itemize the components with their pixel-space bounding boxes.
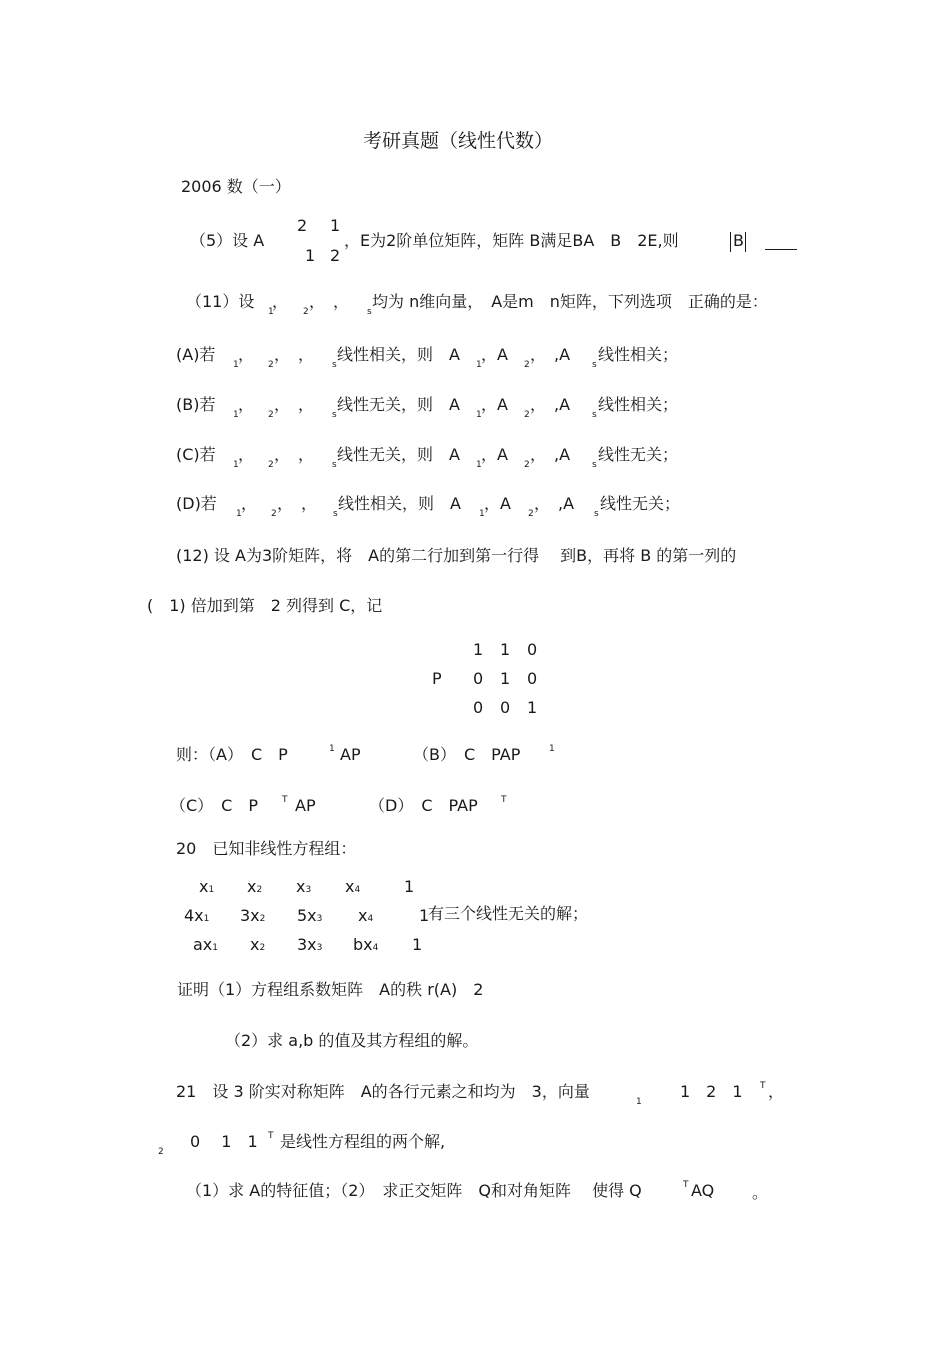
q12-line1: (12) 设 A为3阶矩阵，将 A的第二行加到第一行得 到B，再将 B 的第一列的 <box>176 546 737 565</box>
eq-var: x3 <box>296 877 312 896</box>
q21-end1: ， <box>768 1082 785 1101</box>
option-mid: 线性无关，则 A <box>337 395 460 414</box>
option-sub: s <box>333 509 338 519</box>
option-sub: 2 <box>524 360 530 370</box>
q11-sub1: 1 <box>268 307 274 317</box>
option-sep: ， ,A <box>534 494 575 513</box>
q5-det-bar-left <box>730 232 731 252</box>
q12-answer-c-end: AP <box>295 796 316 815</box>
option-label: (A)若 <box>176 345 216 364</box>
option-sep: ， <box>238 345 255 364</box>
option-sep: ，A <box>484 494 511 513</box>
option-sep: ，A <box>481 345 508 364</box>
q21-sup2: T <box>268 1131 274 1141</box>
q5-matrix-21: 1 <box>305 246 316 265</box>
q20-proof-2: （2）求 a,b 的值及其方程组的解。 <box>225 1031 479 1050</box>
option-sub: 2 <box>524 410 530 420</box>
option-sep: ， ,A <box>530 445 571 464</box>
q20-condition: 有三个线性无关的解； <box>428 904 589 923</box>
q12-answer-b-sup: 1 <box>549 744 555 754</box>
section-heading: 2006 数（一） <box>181 177 291 196</box>
eq-var: x2 <box>247 877 263 896</box>
q21-line2: 是线性方程组的两个解, <box>280 1132 446 1151</box>
option-sep: ， ， <box>274 395 315 414</box>
option-sub: 1 <box>236 509 242 519</box>
eq-var: x1 <box>199 877 215 896</box>
eq-rhs: 1 <box>419 906 430 925</box>
q12-answer-d: （D） C PAP <box>369 796 478 815</box>
option-label: (D)若 <box>176 494 217 513</box>
option-end: 线性无关； <box>598 445 679 464</box>
option-mid: 线性相关，则 A <box>338 494 461 513</box>
option-sep: ， ， <box>277 494 318 513</box>
eq-var: x4 <box>358 906 374 925</box>
eq-var: 4x1 <box>184 906 210 925</box>
q21-line3-end: AQ <box>691 1181 715 1200</box>
eq-var: x4 <box>345 877 361 896</box>
q5-lead: （5）设 A <box>190 231 265 250</box>
q11-subs: s <box>367 307 372 317</box>
option-label: (C)若 <box>176 445 216 464</box>
q12-matrix-label: P <box>432 669 442 688</box>
option-end: 线性相关； <box>598 345 679 364</box>
option-sub: s <box>332 410 337 420</box>
eq-var: 5x3 <box>297 906 323 925</box>
q21-period: 。 <box>752 1183 769 1202</box>
eq-rhs: 1 <box>404 877 415 896</box>
option-sep: ， ,A <box>530 345 571 364</box>
q21-line1: 21 设 3 阶实对称矩阵 A的各行元素之和均为 3，向量 <box>176 1082 590 1101</box>
option-sep: ， ,A <box>530 395 571 414</box>
option-sub: s <box>592 360 597 370</box>
option-mid: 线性无关，则 A <box>337 445 460 464</box>
q12-answer-c-sup: T <box>282 795 288 805</box>
matrix-cell: 1 <box>527 698 538 717</box>
matrix-cell: 0 <box>473 698 484 717</box>
option-sub: s <box>332 460 337 470</box>
option-sub: 1 <box>479 509 485 519</box>
option-sub: 2 <box>268 360 274 370</box>
option-sep: ， <box>238 445 255 464</box>
matrix-cell: 0 <box>527 640 538 659</box>
q11-text: 均为 n维向量， A是m n矩阵，下列选项 正确的是： <box>372 292 768 311</box>
option-sep: ，A <box>481 395 508 414</box>
option-mid: 线性相关，则 A <box>337 345 460 364</box>
option-sub: 2 <box>528 509 534 519</box>
q5-matrix-22: 2 <box>330 246 341 265</box>
matrix-cell: 0 <box>473 669 484 688</box>
q21-sub1: 1 <box>636 1097 642 1107</box>
option-sep: ， ， <box>274 445 315 464</box>
option-sub: 1 <box>476 410 482 420</box>
option-sub: 2 <box>268 410 274 420</box>
option-sub: 2 <box>271 509 277 519</box>
eq-var: x2 <box>250 935 266 954</box>
option-sub: s <box>594 509 599 519</box>
option-sub: 1 <box>233 460 239 470</box>
matrix-cell: 1 <box>500 669 511 688</box>
option-label: (B)若 <box>176 395 216 414</box>
q11-lead: （11）设 <box>186 292 255 311</box>
option-sub: 1 <box>233 410 239 420</box>
eq-var: 3x2 <box>240 906 266 925</box>
q21-sub2: 2 <box>158 1147 164 1157</box>
q5-answer-blank <box>765 249 797 250</box>
option-sub: 2 <box>268 460 274 470</box>
q5-text: ，E为2阶单位矩阵，矩阵 B满足BA B 2E,则 <box>344 231 679 250</box>
option-sep: ， <box>238 395 255 414</box>
q12-line2: ( 1) 倍加到第 2 列得到 C，记 <box>147 596 383 615</box>
q5-det-bar-right <box>745 232 746 252</box>
q11-comma1: ， <box>272 292 289 311</box>
option-sub: s <box>592 410 597 420</box>
q12-answer-a-sup: 1 <box>329 744 335 754</box>
eq-var: 3x3 <box>297 935 323 954</box>
q12-answer-a-end: AP <box>340 745 361 764</box>
eq-rhs: 1 <box>412 935 423 954</box>
q12-answer-b: （B） C PAP <box>413 745 521 764</box>
option-end: 线性无关； <box>600 494 681 513</box>
q21-vector1: 1 2 1 <box>680 1082 743 1101</box>
option-sub: s <box>332 360 337 370</box>
matrix-cell: 0 <box>527 669 538 688</box>
q20-proof-1: 证明（1）方程组系数矩阵 A的秩 r(A) 2 <box>177 980 484 999</box>
eq-var: bx4 <box>353 935 379 954</box>
option-sub: s <box>592 460 597 470</box>
q12-answer-c: （C） C P <box>170 796 258 815</box>
option-sep: ， <box>241 494 258 513</box>
q11-comma2: ， ， <box>309 292 350 311</box>
q21-vector2: 0 1 1 <box>190 1132 258 1151</box>
matrix-cell: 1 <box>473 640 484 659</box>
matrix-cell: 0 <box>500 698 511 717</box>
q5-B: B <box>733 231 744 250</box>
q5-matrix-11: 2 <box>297 216 308 235</box>
page-title: 考研真题（线性代数） <box>363 130 554 152</box>
q20-lead: 20 已知非线性方程组： <box>176 839 357 858</box>
option-sub: 1 <box>476 460 482 470</box>
q12-answer-a: 则：（A） C P <box>176 745 288 764</box>
matrix-cell: 1 <box>500 640 511 659</box>
q21-line3: （1）求 A的特征值；（2） 求正交矩阵 Q和对角矩阵 使得 Q <box>186 1181 642 1200</box>
option-sep: ，A <box>481 445 508 464</box>
q11-sub2: 2 <box>303 307 309 317</box>
q21-sup3: T <box>683 1180 689 1190</box>
option-sub: 1 <box>476 360 482 370</box>
eq-var: ax1 <box>193 935 219 954</box>
option-sub: 2 <box>524 460 530 470</box>
option-sep: ， ， <box>274 345 315 364</box>
option-sub: 1 <box>233 360 239 370</box>
q5-matrix-12: 1 <box>330 216 341 235</box>
option-end: 线性相关； <box>598 395 679 414</box>
q21-sup1: T <box>760 1081 766 1091</box>
q12-answer-d-sup: T <box>501 795 507 805</box>
